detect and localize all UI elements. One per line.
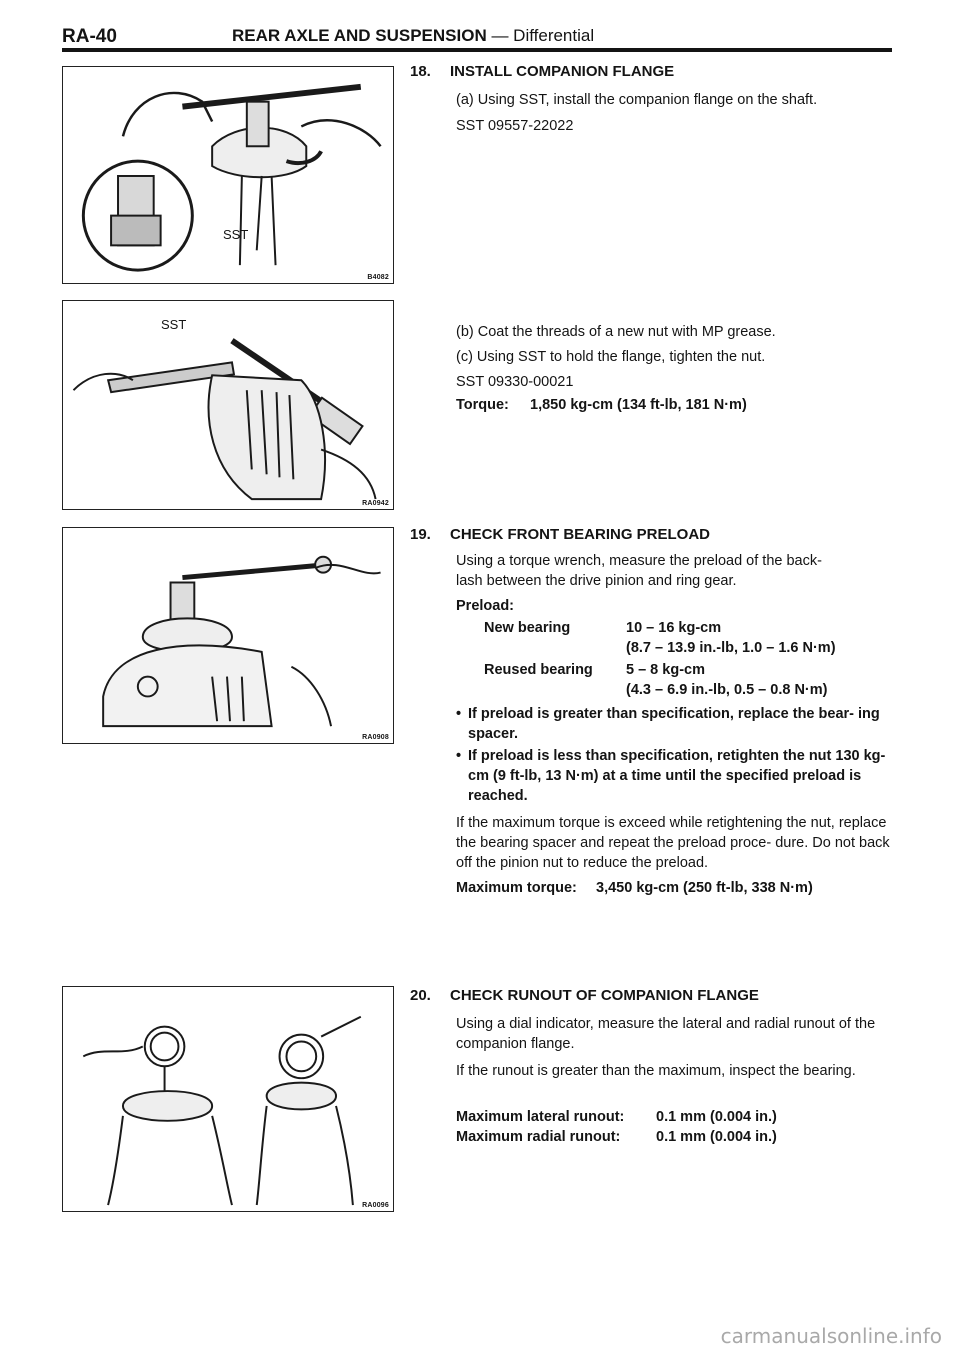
step-18-heading: INSTALL COMPANION FLANGE bbox=[450, 63, 675, 80]
sst-callout: SST bbox=[161, 317, 187, 332]
reused-bearing-label: Reused bearing bbox=[484, 662, 593, 678]
new-bearing-label: New bearing bbox=[484, 620, 571, 636]
preload-greater-bullet bbox=[456, 704, 896, 744]
step-20-number: 20. bbox=[410, 987, 431, 1004]
subsection-title: — Differential bbox=[486, 26, 595, 45]
reused-bearing-value: 5 – 8 kg-cm bbox=[626, 662, 705, 678]
sst-callout: SST bbox=[223, 227, 249, 242]
new-bearing-value-converted: (8.7 – 13.9 in.-lb, 1.0 – 1.6 N·m) bbox=[626, 640, 836, 656]
step-18-torque-value: 1,850 kg-cm (134 ft-lb, 181 N·m) bbox=[530, 397, 747, 413]
step-18c-sst: SST 09330-00021 bbox=[456, 374, 574, 390]
figure-runout-check bbox=[62, 986, 394, 1212]
lateral-runout-label: Maximum lateral runout: bbox=[456, 1109, 625, 1125]
lateral-runout-value: 0.1 mm (0.004 in.) bbox=[656, 1109, 777, 1125]
figure-code: RA0096 bbox=[362, 1202, 389, 1209]
page-header bbox=[62, 26, 892, 52]
step-18c-text: (c) Using SST to hold the flange, tighten the nut. bbox=[456, 349, 766, 365]
step-19-intro-line-2: lash between the drive pinion and ring gear. bbox=[456, 573, 737, 589]
step-18a-sst: SST 09557-22022 bbox=[456, 118, 574, 134]
preload-label: Preload: bbox=[456, 598, 515, 614]
figure-code: RA0908 bbox=[362, 734, 389, 741]
step-20-note: If the runout is greater than the maximum, inspect the bearing. bbox=[456, 1063, 856, 1079]
radial-runout-label: Maximum radial runout: bbox=[456, 1129, 621, 1145]
figure-tighten-nut bbox=[62, 300, 394, 510]
max-torque-value: 3,450 kg-cm (250 ft-lb, 338 N·m) bbox=[596, 880, 813, 896]
illustration-tighten-nut bbox=[63, 301, 393, 509]
page-title bbox=[232, 26, 594, 46]
preload-less-bullet bbox=[456, 746, 896, 806]
figure-code: B4082 bbox=[367, 274, 389, 281]
figure-preload-check bbox=[62, 527, 394, 744]
section-title: REAR AXLE AND SUSPENSION bbox=[232, 26, 487, 45]
bullet-text: If preload is less than specification, retighten the nut 130 kg-cm (9 ft-lb, 13 N·m) at a time until the specified preload is reached. bbox=[468, 748, 886, 804]
step-18-torque-label: Torque: bbox=[456, 397, 509, 413]
step-18a-text: (a) Using SST, install the companion flange on the shaft. bbox=[456, 92, 818, 108]
reused-bearing-value-converted: (4.3 – 6.9 in.-lb, 0.5 – 0.8 N·m) bbox=[626, 682, 828, 698]
illustration-preload-check bbox=[63, 528, 393, 743]
step-18-number: 18. bbox=[410, 63, 431, 80]
step-18b-text: (b) Coat the threads of a new nut with MP grease. bbox=[456, 324, 776, 340]
bullet-icon: • bbox=[456, 706, 462, 722]
radial-runout-value: 0.1 mm (0.004 in.) bbox=[656, 1129, 777, 1145]
watermark: carmanualsonline.info bbox=[720, 1324, 942, 1348]
new-bearing-value: 10 – 16 kg-cm bbox=[626, 620, 722, 636]
illustration-install-flange bbox=[63, 67, 393, 283]
figure-install-flange bbox=[62, 66, 394, 284]
step-19-intro-line-1: Using a torque wrench, measure the preload of the back- bbox=[456, 553, 822, 569]
figure-code: RA0942 bbox=[362, 500, 389, 507]
max-torque-label: Maximum torque: bbox=[456, 880, 577, 896]
step-19-number: 19. bbox=[410, 526, 431, 543]
step-19-heading: CHECK FRONT BEARING PRELOAD bbox=[450, 526, 711, 543]
bullet-icon: • bbox=[456, 748, 462, 764]
bullet-text: If preload is greater than specification, replace the bear- ing spacer. bbox=[468, 706, 880, 742]
illustration-runout-check bbox=[63, 987, 393, 1211]
step-19-note: If the maximum torque is exceed while retightening the nut, replace the bearing spacer and repeat the preload proce- dure. Do not back off the pinion nut to reduce the preload. bbox=[456, 815, 890, 871]
page-code: RA-40 bbox=[62, 26, 117, 47]
step-20-heading: CHECK RUNOUT OF COMPANION FLANGE bbox=[450, 987, 759, 1004]
header-rule bbox=[62, 48, 892, 52]
step-20-intro: Using a dial indicator, measure the lateral and radial runout of the companion flange. bbox=[456, 1016, 876, 1052]
